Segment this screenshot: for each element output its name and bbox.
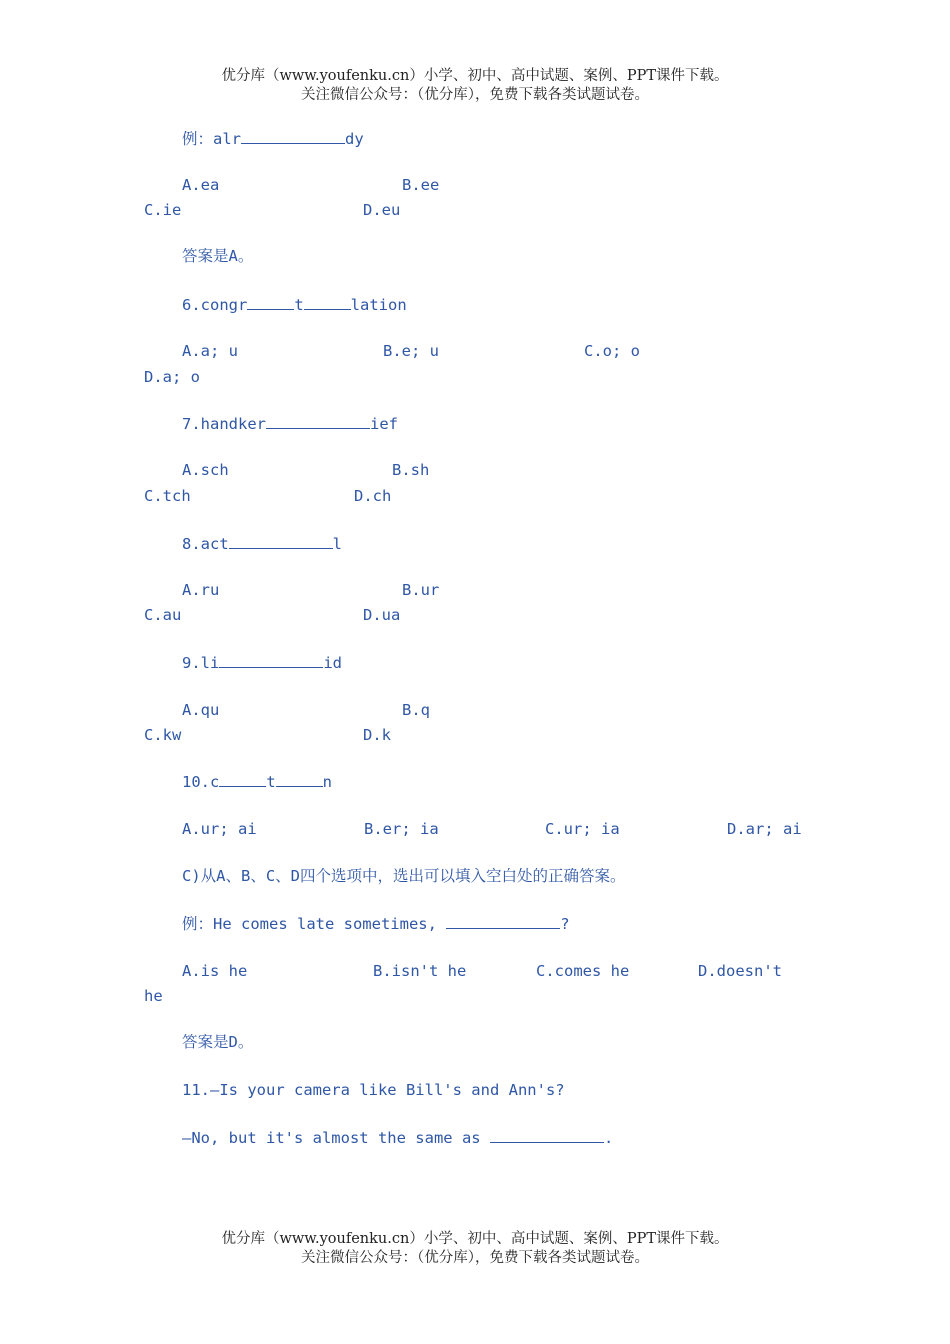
q9-suffix: id (323, 654, 342, 672)
option-d: D.doesn't (698, 962, 782, 980)
q10-part1: 10.c (182, 773, 220, 791)
option-c: C.au (144, 606, 182, 624)
question-11-line-2 (182, 1127, 613, 1148)
option-d: D.ar; ai (727, 820, 802, 838)
q6-part3: lation (350, 296, 407, 314)
page-header-line-1: 优分库（www.youfenku.cn）小学、初中、高中试题、案例、PPT课件下载。 (221, 68, 729, 84)
q8-suffix: l (332, 535, 343, 553)
section-c-instruction: C)从A、B、C、D四个选项中，选出可以填入空白处的正确答案。 (182, 867, 626, 885)
option-d: D.ua (363, 606, 401, 624)
q10-part2: t (266, 773, 276, 791)
option-b: B.isn't he (373, 962, 467, 980)
page-header-line-2: 关注微信公众号：（优分库），免费下载各类试题试卷。 (301, 87, 649, 103)
option-d: D.eu (363, 201, 401, 219)
example-suffix: ? (560, 915, 570, 933)
option-a: A.ru (182, 581, 220, 599)
option-b: B.q (402, 701, 430, 719)
answer-blank (219, 652, 323, 668)
answer-blank (229, 533, 333, 549)
answer-blank (490, 1127, 604, 1143)
answer-blank (276, 771, 323, 787)
q6-part2: t (294, 296, 304, 314)
q7-suffix: ief (370, 415, 398, 433)
option-d-wrap: he (144, 987, 163, 1005)
option-b: B.ur (402, 581, 440, 599)
question-7 (182, 413, 398, 434)
question-11-line-1: 11.—Is your camera like Bill's and Ann's? (182, 1081, 565, 1099)
q11-prefix: —No, but it's almost the same as (182, 1129, 490, 1147)
option-d: D.ch (354, 487, 392, 505)
option-a: A.ea (182, 176, 220, 194)
option-c: C.kw (144, 726, 182, 744)
option-b: B.e; u (383, 342, 439, 360)
q7-prefix: 7.handker (182, 415, 266, 433)
example-answer: 答案是A。 (182, 247, 254, 265)
option-d: D.a; o (144, 368, 200, 386)
option-a: A.is he (182, 962, 248, 980)
section-c-example (182, 913, 570, 934)
q10-part3: n (322, 773, 333, 791)
q9-prefix: 9.li (182, 654, 220, 672)
answer-blank (266, 413, 370, 429)
example-suffix: dy (345, 130, 364, 148)
q6-part1: 6.congr (182, 296, 248, 314)
question-8 (182, 533, 342, 554)
option-c: C.ie (144, 201, 182, 219)
page-footer-line-1: 优分库（www.youfenku.cn）小学、初中、高中试题、案例、PPT课件下载。 (221, 1231, 729, 1247)
option-b: B.er; ia (364, 820, 439, 838)
option-c: C.tch (144, 487, 191, 505)
option-b: B.ee (402, 176, 440, 194)
answer-blank (446, 913, 560, 929)
option-c: C.comes he (536, 962, 630, 980)
option-a: A.qu (182, 701, 220, 719)
q8-prefix: 8.act (182, 535, 229, 553)
answer-blank (219, 771, 266, 787)
answer-blank (247, 294, 294, 310)
answer-blank (241, 128, 345, 144)
question-6 (182, 294, 407, 315)
answer-blank (304, 294, 351, 310)
question-9 (182, 652, 342, 673)
page-footer-line-2: 关注微信公众号：（优分库），免费下载各类试题试卷。 (301, 1250, 649, 1266)
option-c: C.o; o (584, 342, 640, 360)
example-question (182, 128, 364, 149)
question-10 (182, 771, 332, 792)
q11-suffix: . (603, 1129, 614, 1147)
example-prefix: 例：alr (182, 130, 241, 148)
option-b: B.sh (392, 461, 430, 479)
option-a: A.ur; ai (182, 820, 257, 838)
option-d: D.k (363, 726, 391, 744)
example-prefix: 例：He comes late sometimes, (182, 915, 447, 933)
option-c: C.ur; ia (545, 820, 620, 838)
option-a: A.a; u (182, 342, 238, 360)
section-c-answer: 答案是D。 (182, 1033, 254, 1051)
option-a: A.sch (182, 461, 229, 479)
